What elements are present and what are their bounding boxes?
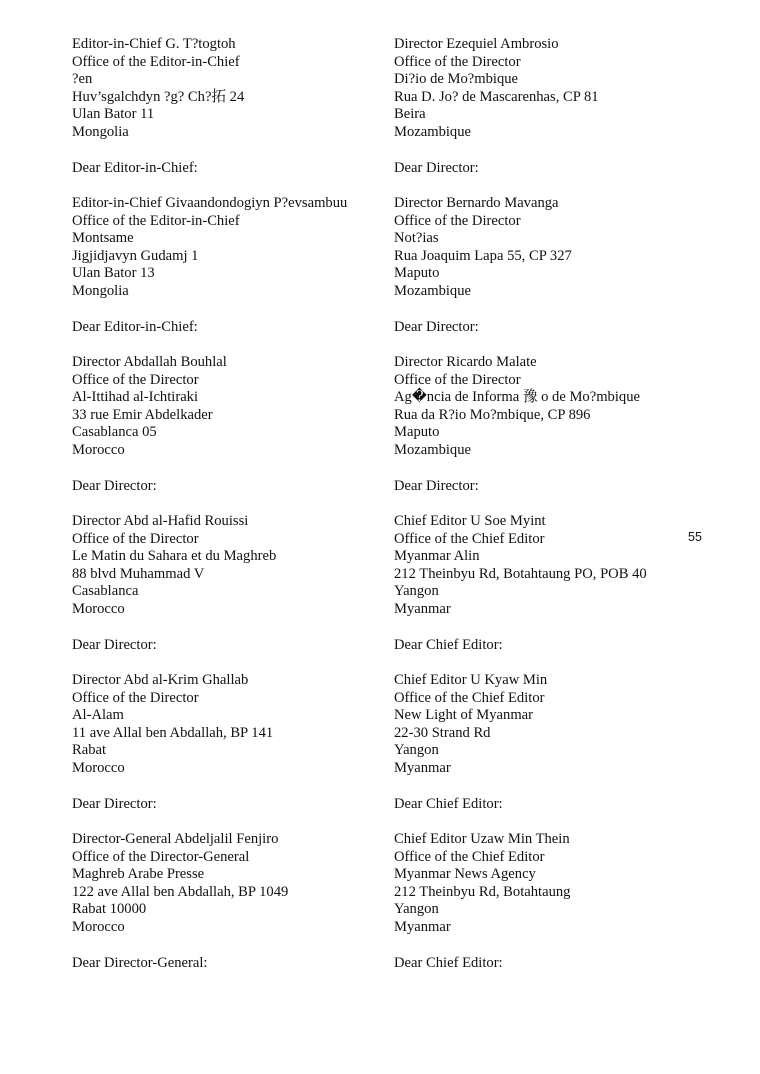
recipient-name-line: Director-General Abdeljalil Fenjiro bbox=[72, 831, 279, 847]
salutation: Dear Director: bbox=[72, 478, 157, 494]
city-line: Ulan Bator 11 bbox=[72, 106, 155, 123]
salutation: Dear Editor-in-Chief: bbox=[72, 319, 198, 335]
address-block bbox=[72, 195, 372, 301]
office-line: Office of the Director-General bbox=[72, 848, 250, 865]
address-entry bbox=[72, 354, 372, 513]
publication-line: Le Matin du Sahara et du Maghreb bbox=[72, 548, 277, 565]
street-line: Rua D. Jo? de Mascarenhas, CP 81 bbox=[394, 88, 599, 105]
country-line: Mongolia bbox=[72, 282, 129, 299]
city-line: Rabat 10000 bbox=[72, 901, 147, 918]
city-line: Yangon bbox=[394, 901, 439, 918]
country-line: Morocco bbox=[72, 759, 125, 776]
office-line: Office of the Chief Editor bbox=[394, 530, 545, 547]
publication-line: Myanmar News Agency bbox=[394, 866, 536, 883]
office-line: Office of the Director bbox=[72, 530, 199, 547]
recipient-name-line: Editor-in-Chief Givaandondogiyn P?evsambuu bbox=[72, 195, 348, 211]
recipient-name-line: Editor-in-Chief G. T?togtoh bbox=[72, 36, 236, 52]
street-line: 88 blvd Muhammad V bbox=[72, 565, 205, 582]
country-line: Myanmar bbox=[394, 759, 451, 776]
publication-line: Ag�ncia de Informa 豫 o de Mo?mbique bbox=[394, 389, 640, 406]
recipient-name-line: Chief Editor U Kyaw Min bbox=[394, 672, 548, 688]
city-line: Yangon bbox=[394, 583, 439, 600]
address-block bbox=[394, 672, 684, 778]
address-block bbox=[394, 195, 684, 301]
office-line: Office of the Chief Editor bbox=[394, 848, 545, 865]
address-block bbox=[72, 513, 372, 619]
address-block bbox=[72, 36, 372, 142]
recipient-name-line: Director Abd al-Krim Ghallab bbox=[72, 672, 249, 688]
city-line: Casablanca bbox=[72, 583, 139, 600]
street-line: 212 Theinbyu Rd, Botahtaung bbox=[394, 883, 571, 900]
publication-line: Maghreb Arabe Presse bbox=[72, 866, 205, 883]
page-number: 55 bbox=[688, 530, 702, 544]
office-line: Office of the Chief Editor bbox=[394, 689, 545, 706]
street-line: 212 Theinbyu Rd, Botahtaung PO, POB 40 bbox=[394, 565, 647, 582]
right-address-column bbox=[394, 36, 684, 990]
recipient-name-line: Director Ezequiel Ambrosio bbox=[394, 36, 559, 52]
city-line: Rabat bbox=[72, 742, 107, 759]
street-line: 22-30 Strand Rd bbox=[394, 724, 491, 741]
street-line: 122 ave Allal ben Abdallah, BP 1049 bbox=[72, 883, 289, 900]
address-entry bbox=[72, 513, 372, 672]
salutation: Dear Chief Editor: bbox=[394, 955, 503, 971]
office-line: Office of the Director bbox=[72, 371, 199, 388]
publication-line: Myanmar Alin bbox=[394, 548, 480, 565]
salutation: Dear Director: bbox=[72, 637, 157, 653]
address-block bbox=[72, 354, 372, 460]
country-line: Myanmar bbox=[394, 918, 451, 935]
office-line: Office of the Director bbox=[72, 689, 199, 706]
recipient-name-line: Director Abd al-Hafid Rouissi bbox=[72, 513, 249, 529]
publication-line: New Light of Myanmar bbox=[394, 707, 534, 724]
salutation: Dear Director: bbox=[72, 796, 157, 812]
publication-line: Al-Ittihad al-Ichtiraki bbox=[72, 389, 199, 406]
street-line: Rua da R?io Mo?mbique, CP 896 bbox=[394, 406, 591, 423]
city-line: Ulan Bator 13 bbox=[72, 265, 155, 282]
left-address-column bbox=[72, 36, 372, 990]
address-block bbox=[394, 36, 684, 142]
publication-line: Montsame bbox=[72, 230, 134, 247]
salutation: Dear Chief Editor: bbox=[394, 796, 503, 812]
publication-line: ?en bbox=[72, 71, 93, 88]
address-entry bbox=[72, 831, 372, 990]
country-line: Morocco bbox=[72, 600, 125, 617]
office-line: Office of the Director bbox=[394, 53, 521, 70]
country-line: Myanmar bbox=[394, 600, 451, 617]
street-line: 33 rue Emir Abdelkader bbox=[72, 406, 213, 423]
address-entry bbox=[394, 354, 684, 513]
salutation: Dear Editor-in-Chief: bbox=[72, 160, 198, 176]
address-block bbox=[72, 672, 372, 778]
address-entry bbox=[72, 36, 372, 195]
city-line: Maputo bbox=[394, 424, 440, 441]
address-entry bbox=[72, 672, 372, 831]
address-block bbox=[72, 831, 372, 937]
address-entry bbox=[72, 195, 372, 354]
recipient-name-line: Chief Editor U Soe Myint bbox=[394, 513, 546, 529]
street-line: 11 ave Allal ben Abdallah, BP 141 bbox=[72, 724, 274, 741]
city-line: Yangon bbox=[394, 742, 439, 759]
city-line: Casablanca 05 bbox=[72, 424, 157, 441]
recipient-name-line: Director Ricardo Malate bbox=[394, 354, 537, 370]
office-line: Office of the Director bbox=[394, 371, 521, 388]
publication-line: Not?ias bbox=[394, 230, 439, 247]
recipient-name-line: Chief Editor Uzaw Min Thein bbox=[394, 831, 570, 847]
salutation: Dear Director: bbox=[394, 319, 479, 335]
country-line: Morocco bbox=[72, 441, 125, 458]
salutation: Dear Director-General: bbox=[72, 955, 208, 971]
city-line: Beira bbox=[394, 106, 426, 123]
street-line: Jigjidjavyn Gudamj 1 bbox=[72, 247, 199, 264]
address-block bbox=[394, 354, 684, 460]
address-entry bbox=[394, 672, 684, 831]
recipient-name-line: Director Abdallah Bouhlal bbox=[72, 354, 227, 370]
office-line: Office of the Editor-in-Chief bbox=[72, 212, 240, 229]
address-entry bbox=[394, 195, 684, 354]
recipient-name-line: Director Bernardo Mavanga bbox=[394, 195, 559, 211]
publication-line: Al-Alam bbox=[72, 707, 124, 724]
city-line: Maputo bbox=[394, 265, 440, 282]
address-entry bbox=[394, 36, 684, 195]
country-line: Mongolia bbox=[72, 123, 129, 140]
address-block bbox=[394, 513, 684, 619]
address-entry bbox=[394, 831, 684, 990]
publication-line: Di?io de Mo?mbique bbox=[394, 71, 519, 88]
street-line: Rua Joaquim Lapa 55, CP 327 bbox=[394, 247, 572, 264]
address-block bbox=[394, 831, 684, 937]
salutation: Dear Director: bbox=[394, 478, 479, 494]
street-line: Huv’sgalchdyn ?g? Ch?拓 24 bbox=[72, 88, 245, 105]
office-line: Office of the Director bbox=[394, 212, 521, 229]
country-line: Morocco bbox=[72, 918, 125, 935]
country-line: Mozambique bbox=[394, 441, 472, 458]
address-entry bbox=[394, 513, 684, 672]
country-line: Mozambique bbox=[394, 282, 472, 299]
salutation: Dear Director: bbox=[394, 160, 479, 176]
office-line: Office of the Editor-in-Chief bbox=[72, 53, 240, 70]
country-line: Mozambique bbox=[394, 123, 472, 140]
salutation: Dear Chief Editor: bbox=[394, 637, 503, 653]
